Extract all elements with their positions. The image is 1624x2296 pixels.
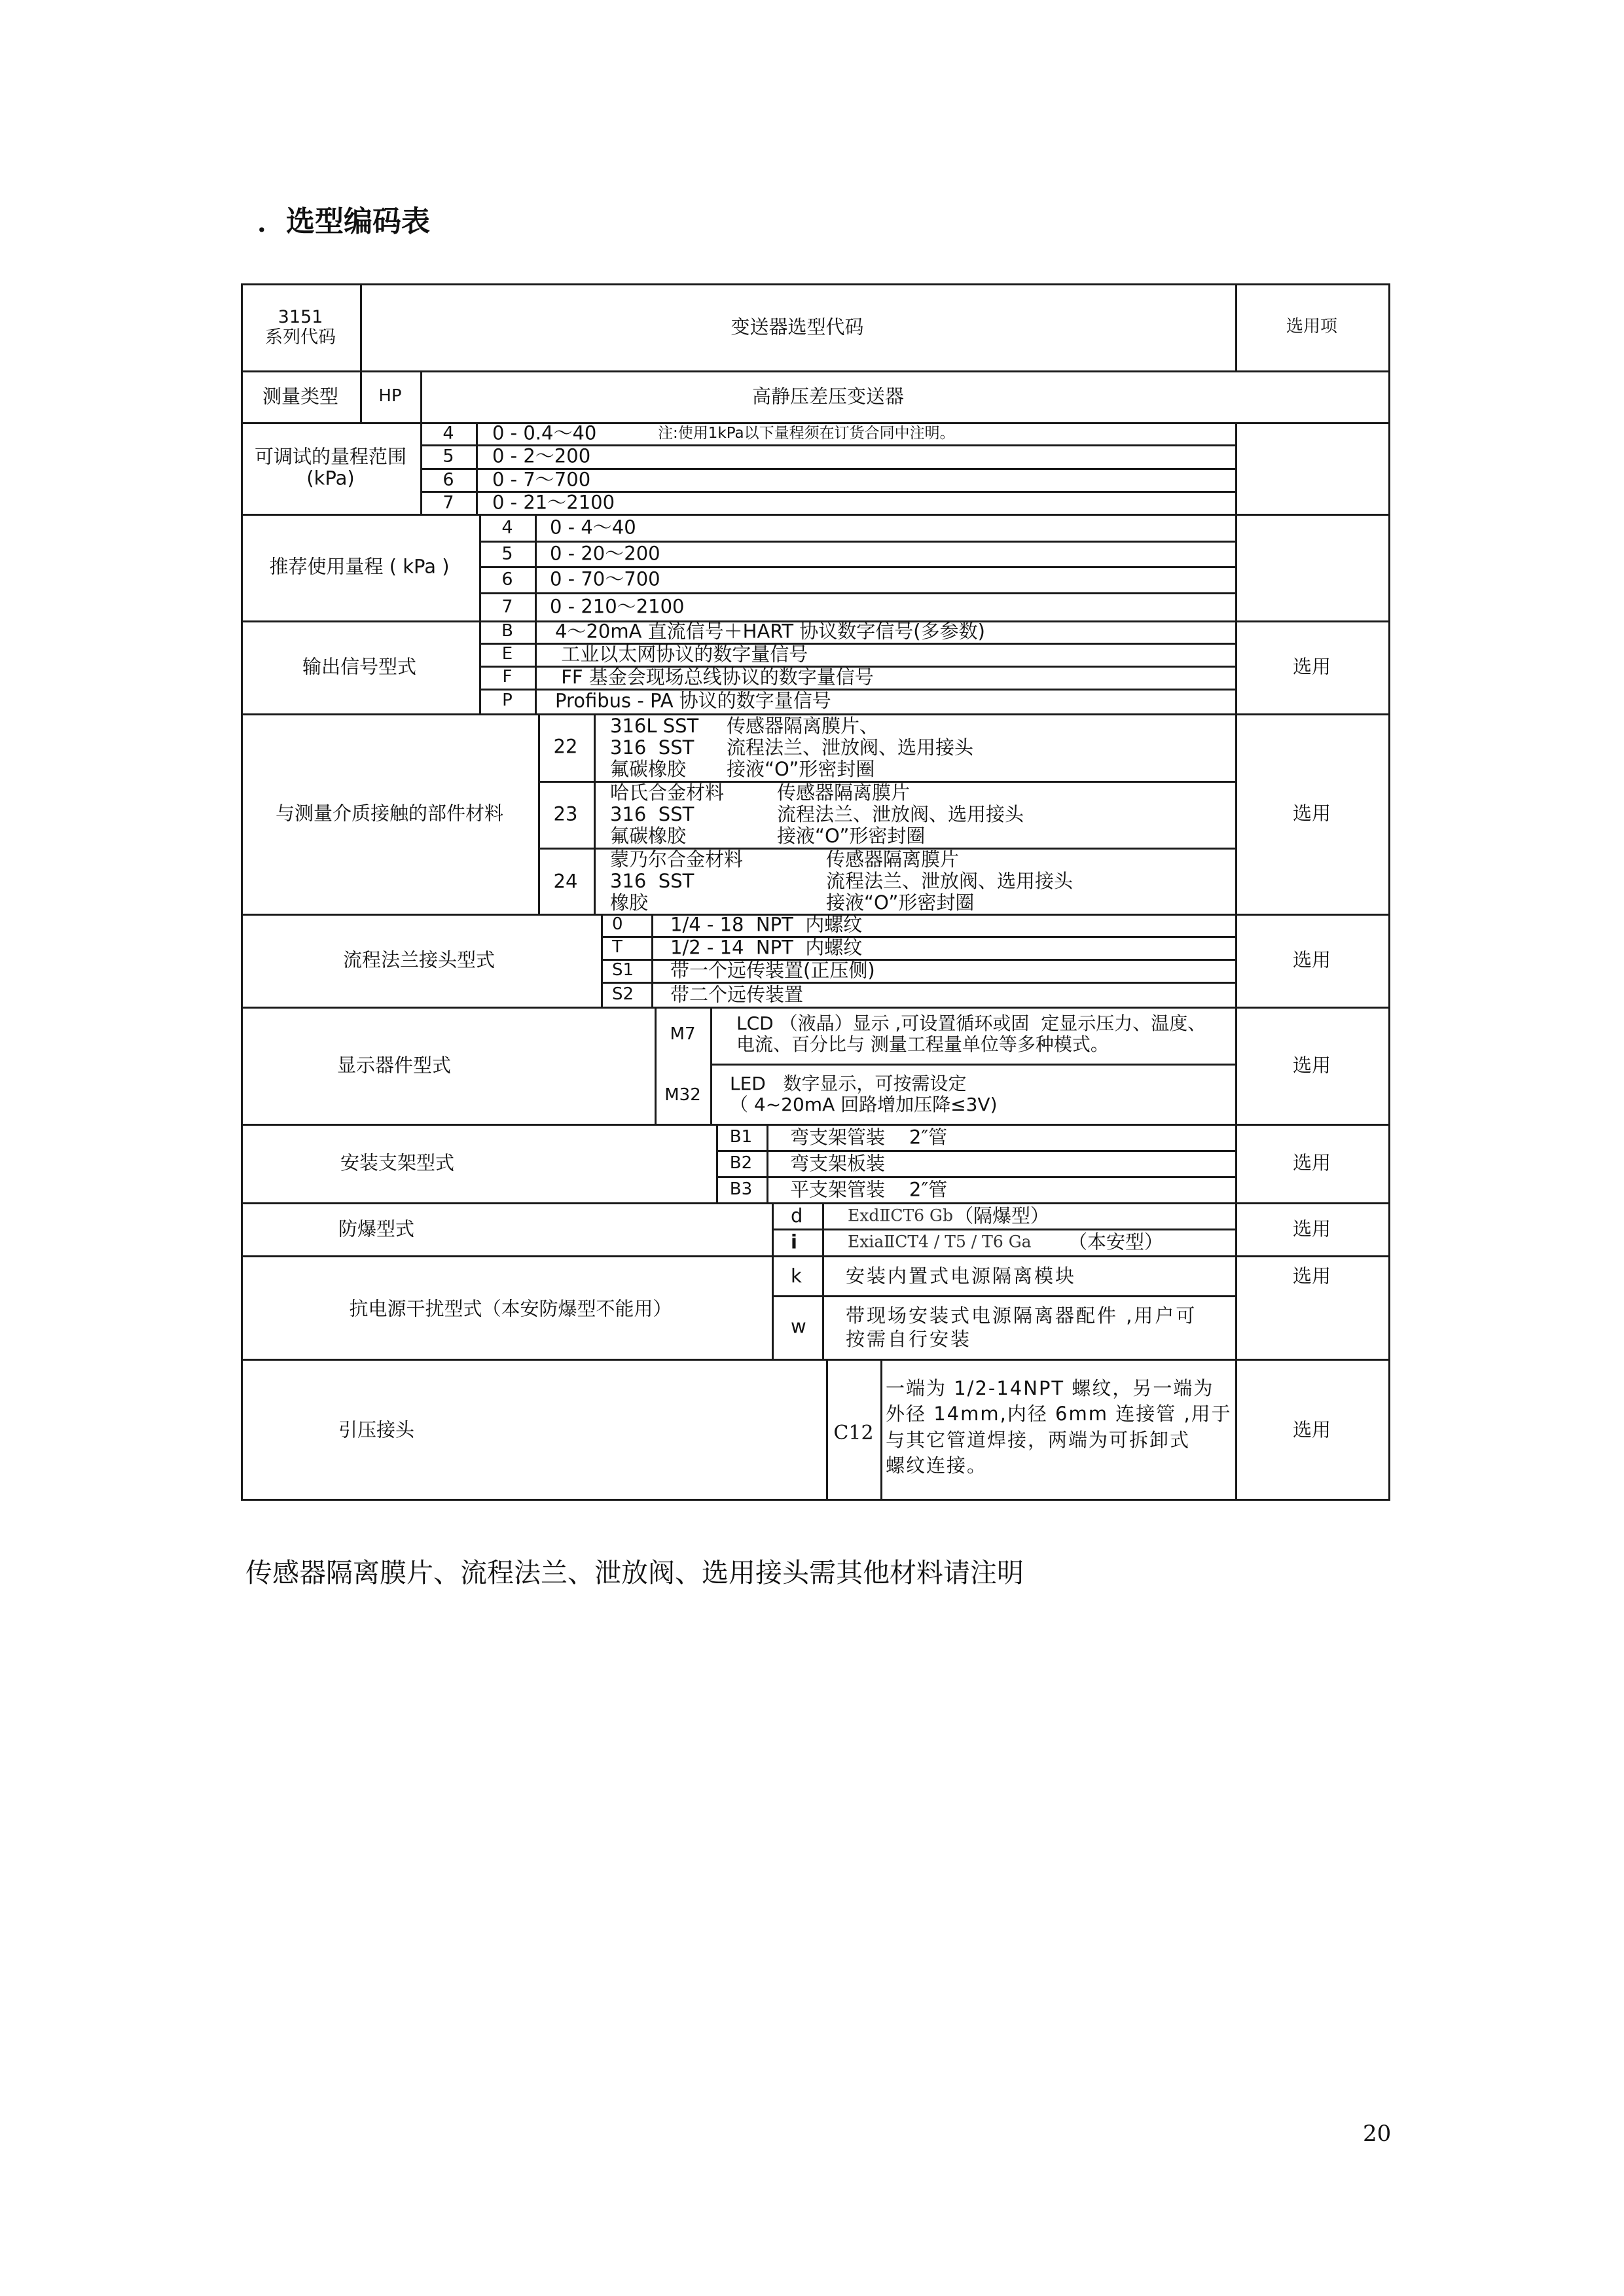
model-code-header: 变送器选型代码: [731, 315, 864, 338]
bracket-label: 安装支架型式: [340, 1151, 455, 1174]
adj-range-code: 4: [442, 423, 454, 444]
pressure-connector-label: 引压接头: [338, 1418, 415, 1441]
anti-interference-option: 选用: [1292, 1265, 1331, 1287]
bracket-code: B2: [729, 1153, 753, 1174]
material-part: 接液“O”形密封圈: [777, 825, 926, 847]
explosion-code: i: [791, 1230, 797, 1253]
adj-range-note: 注:使用1kPa以下量程须在订货合同中注明。: [658, 424, 955, 442]
recommended-range-label: 推荐使用量程 ( kPa ): [269, 555, 450, 578]
footnote: 传感器隔离膜片、流程法兰、泄放阀、选用接头需其他材料请注明: [245, 1557, 1024, 1588]
material-item: 316 SST: [610, 736, 695, 759]
pressure-connector-value: 一端为 1/2-14NPT 螺纹，另一端为 外径 14mm,内径 6mm 连接管 ,用于 与其它管道焊接，两端为可拆卸式 螺纹连接。: [886, 1377, 1232, 1477]
display-code: M7: [670, 1024, 696, 1045]
material-code: 23: [553, 802, 578, 825]
display-label: 显示器件型式: [336, 1054, 452, 1077]
rec-range-code: 4: [501, 517, 513, 538]
flange-value: 1/4 - 18 NPT 内螺纹: [670, 913, 863, 936]
explosion-type: （隔爆型）: [954, 1204, 1050, 1227]
flange-connection-label: 流程法兰接头型式: [342, 948, 496, 971]
material-part: 流程法兰、泄放阀、选用接头: [777, 803, 1024, 825]
wetted-materials-label: 与测量介质接触的部件材料: [275, 802, 504, 825]
adj-range-value: 0 - 0.4～40: [492, 422, 597, 444]
output-signal-label: 输出信号型式: [302, 655, 417, 678]
explosion-proof-option: 选用: [1292, 1217, 1331, 1240]
flange-value: 带一个远传装置(正压侧): [670, 959, 875, 982]
explosion-marking: ExiaⅡCT4 / T5 / T6 Ga: [848, 1232, 1032, 1251]
explosion-marking: ExdⅡCT6 Gb: [848, 1206, 953, 1225]
measurement-type-desc: 高静压差压变送器: [751, 385, 905, 408]
flange-code: 0: [612, 914, 623, 935]
material-part: 流程法兰、泄放阀、选用接头: [826, 870, 1074, 892]
flange-value: 1/2 - 14 NPT 内螺纹: [670, 936, 863, 959]
anti-interference-value: 安装内置式电源隔离模块: [846, 1265, 1077, 1287]
flange-connection-option: 选用: [1292, 948, 1331, 971]
series-code-header: 3151 系列代码: [265, 306, 336, 348]
display-code: M32: [664, 1085, 701, 1105]
flange-code: S2: [612, 984, 634, 1005]
bracket-code: B1: [729, 1127, 753, 1147]
anti-interference-label: 抗电源干扰型式（本安防爆型不能用）: [349, 1297, 672, 1320]
output-signal-code: P: [502, 691, 513, 711]
rec-range-code: 5: [501, 543, 513, 564]
material-part: 传感器隔离膜片: [777, 781, 911, 804]
adjustable-range-label: 可调试的量程范围 (kPa): [254, 445, 407, 490]
display-value: LED 数字显示，可按需设定 （ 4~20mA 回路增加压降≤3V): [730, 1073, 998, 1116]
wetted-materials-option: 选用: [1292, 802, 1331, 825]
material-code: 22: [553, 735, 578, 758]
measurement-type-label: 测量类型: [262, 385, 339, 408]
pressure-connector-option: 选用: [1292, 1418, 1331, 1441]
bracket-value: 弯支架板装: [790, 1152, 886, 1175]
output-signal-code: F: [502, 667, 513, 687]
output-signal-value: 4～20mA 直流信号＋HART 协议数字信号(多参数): [555, 620, 985, 643]
bracket-value: 弯支架管装 2″管: [790, 1126, 948, 1149]
output-signal-value: FF 基金会现场总线协议的数字量信号: [555, 666, 874, 689]
adj-range-code: 5: [442, 446, 454, 467]
anti-interference-code: w: [791, 1315, 806, 1338]
rec-range-code: 7: [501, 596, 513, 617]
page-number: 20: [1363, 2121, 1392, 2147]
material-part: 接液“O”形密封圈: [826, 891, 975, 914]
measurement-type-code: HP: [378, 386, 402, 406]
rec-range-value: 0 - 70～700: [550, 567, 660, 590]
material-item: 氟碳橡胶: [610, 825, 687, 847]
explosion-code: d: [791, 1204, 803, 1227]
material-part: 传感器隔离膜片、: [727, 715, 879, 737]
flange-value: 带二个远传装置: [670, 983, 804, 1006]
material-item: 橡胶: [610, 891, 649, 914]
material-item: 氟碳橡胶: [610, 758, 687, 780]
display-value: LCD （液晶）显示 ,可设置循环或固 定显示压力、温度、 电流、百分比与 测量工程量单位等多种模式。: [736, 1013, 1206, 1056]
material-code: 24: [553, 870, 578, 893]
rec-range-value: 0 - 20～200: [550, 542, 660, 565]
bracket-value: 平支架管装 2″管: [790, 1178, 948, 1201]
option-header: 选用项: [1286, 317, 1338, 337]
material-item: 316 SST: [610, 803, 695, 825]
material-part: 传感器隔离膜片: [826, 848, 960, 870]
section-title: ．选型编码表: [257, 205, 430, 238]
display-option: 选用: [1292, 1054, 1331, 1077]
bracket-code: B3: [729, 1179, 753, 1200]
adj-range-value: 0 - 7～700: [492, 468, 591, 491]
material-part: 流程法兰、泄放阀、选用接头: [727, 736, 974, 759]
pressure-connector-code: C12: [833, 1421, 874, 1444]
material-item: 哈氏合金材料: [610, 781, 725, 804]
output-signal-option: 选用: [1292, 655, 1331, 678]
material-item: 316 SST: [610, 870, 695, 892]
bracket-option: 选用: [1292, 1151, 1331, 1174]
explosion-type: （本安型）: [1068, 1230, 1164, 1253]
material-item: 316L SST: [610, 715, 699, 737]
output-signal-code: B: [501, 621, 513, 641]
adj-range-value: 0 - 21～2100: [492, 491, 615, 514]
output-signal-value: Profibus - PA 协议的数字量信号: [555, 689, 831, 712]
anti-interference-value: 带现场安装式电源隔离器配件 ,用户可 按需自行安装: [846, 1304, 1197, 1351]
output-signal-code: E: [501, 644, 513, 664]
material-part: 接液“O”形密封圈: [727, 758, 875, 780]
flange-code: S1: [612, 960, 634, 980]
rec-range-code: 6: [501, 569, 513, 590]
adj-range-code: 6: [442, 469, 454, 490]
rec-range-value: 0 - 4～40: [550, 516, 636, 539]
material-item: 蒙乃尔合金材料: [610, 848, 744, 870]
adj-range-value: 0 - 2～200: [492, 444, 591, 467]
rec-range-value: 0 - 210～2100: [550, 595, 685, 618]
output-signal-value: 工业以太网协议的数字量信号: [555, 643, 808, 666]
explosion-proof-label: 防爆型式: [338, 1217, 415, 1240]
adj-range-code: 7: [442, 492, 454, 513]
anti-interference-code: k: [791, 1265, 802, 1287]
flange-code: T: [612, 937, 623, 958]
